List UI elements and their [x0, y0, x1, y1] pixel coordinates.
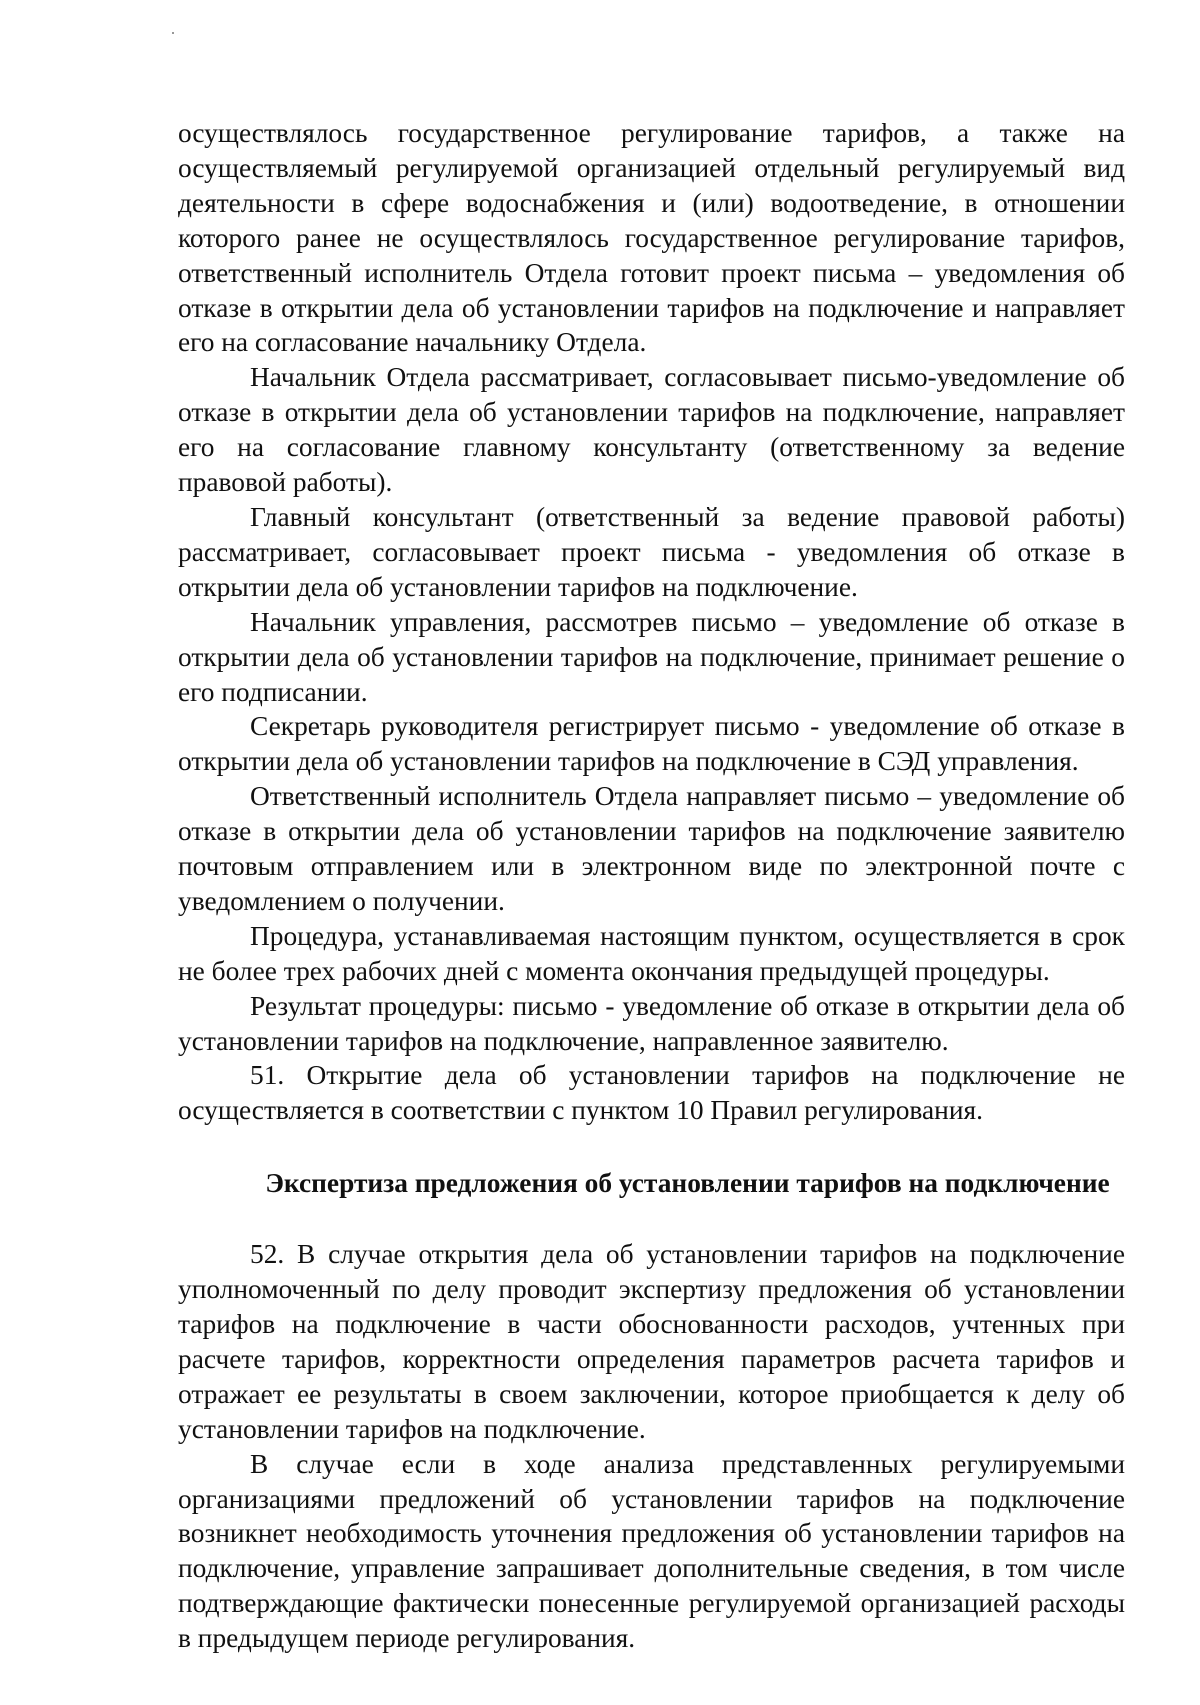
paragraph: Главный консультант (ответственный за ведение правовой работы) рассматривает, согласовывает проект письма - уведомления об отказе в открытии дела об установлении тарифов на подключение.: [178, 501, 1125, 602]
scan-speck: [172, 32, 174, 34]
paragraph: Ответственный исполнитель Отдела направляет письмо – уведомление об отказе в открытии дела об установлении тарифов на подключение заявителю почтовым отправлением или в электронном виде по электронной почте с уведомлением о получении.: [178, 781, 1125, 916]
paragraph: Процедура, устанавливаемая настоящим пунктом, осуществляется в срок не более трех рабочих дней с момента окончания предыдущей процедуры.: [178, 920, 1125, 986]
paragraph: Секретарь руководителя регистрирует письмо - уведомление об отказе в открытии дела об установлении тарифов на подключение в СЭД управления.: [178, 711, 1125, 777]
paragraph: Начальник управления, рассмотрев письмо – уведомление об отказе в открытии дела об установлении тарифов на подключение, принимает решение о его подписании.: [178, 606, 1125, 707]
document-body: [178, 116, 1125, 1656]
paragraph: Результат процедуры: письмо - уведомление об отказе в открытии дела об установлении тарифов на подключение, направленное заявителю.: [178, 990, 1125, 1056]
paragraph-item-52: 52. В случае открытия дела об установлении тарифов на подключение уполномоченный по делу проводит экспертизу предложения об установлении тарифов на подключение в части обоснованности расходов, учтенных при расчете тарифов, корректности определения параметров расчета тарифов и отражает ее результаты в своем заключении, которое приобщается к делу об установлении тарифов на подключение.: [178, 1239, 1125, 1444]
paragraph: Начальник Отдела рассматривает, согласовывает письмо-уведомление об отказе в открытии дела об установлении тарифов на подключение, направляет его на согласование главному консультанту (ответственному за ведение правовой работы).: [178, 362, 1125, 498]
paragraph-continuation: осуществлялось государственное регулирование тарифов, а также на осуществляемый регулируемой организацией отдельный регулируемый вид деятельности в сфере водоснабжения и (или) водоотведение, в отношении которого ранее не осуществлялось государственное регулирование тарифов, ответственный исполнитель Отдела готовит проект письма – уведомления об отказе в открытии дела об установлении тарифов на подключение и направляет его на согласование начальнику Отдела.: [178, 118, 1125, 358]
paragraph-item-51: 51. Открытие дела об установлении тарифов на подключение не осуществляется в соответствии с пунктом 10 Правил регулирования.: [178, 1060, 1125, 1126]
section-heading: Экспертиза предложения об установлении тарифов на подключение: [265, 1168, 1110, 1199]
paragraph: В случае если в ходе анализа представленных регулируемыми организациями предложений об установлении тарифов на подключение возникнет необходимость уточнения предложения об установлении тарифов на подключение, управление запрашивает дополнительные сведения, в том числе подтверждающие фактически понесенные регулируемой организацией расходы в предыдущем периоде регулирования.: [178, 1448, 1125, 1654]
